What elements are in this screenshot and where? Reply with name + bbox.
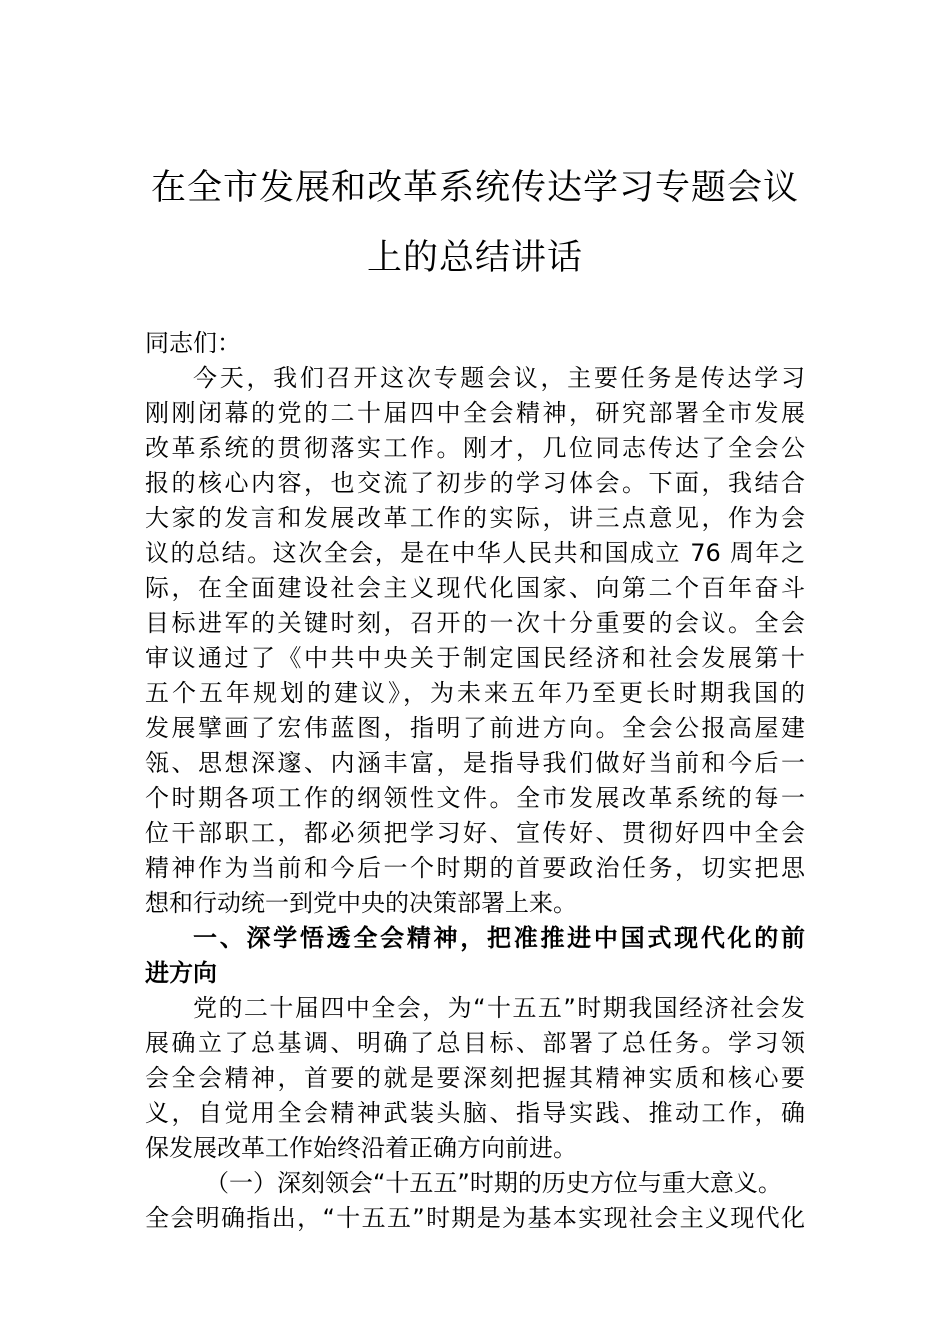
document-body: [145, 326, 805, 1236]
document-title-line-2: 上的总结讲话: [366, 238, 583, 278]
paragraph-line: 想和行动统一到党中央的决策部署上来。: [145, 889, 577, 917]
paragraph-line: 义，自觉用全会精神武装头脑、指导实践、推动工作，确: [145, 1099, 805, 1127]
document-title-line-1: 在全市发展和改革系统传达学习专题会议: [150, 168, 799, 208]
paragraph-line: 瓴、思想深邃、内涵丰富，是指导我们做好当前和今后一: [145, 749, 805, 777]
paragraph-line: 展确立了总基调、明确了总目标、部署了总任务。学习领: [145, 1029, 805, 1057]
paragraph-line: 党的二十届四中全会，为“十五五”时期我国经济社会发: [193, 994, 805, 1022]
paragraph-line: 改革系统的贯彻落实工作。刚才，几位同志传达了全会公: [145, 434, 805, 462]
paragraph-line: 位干部职工，都必须把学习好、宣传好、贯彻好四中全会: [145, 819, 805, 847]
paragraph-line: 大家的发言和发展改革工作的实际，讲三点意见，作为会: [145, 504, 805, 532]
paragraph-line: 目标进军的关键时刻，召开的一次十分重要的会议。全会: [145, 609, 805, 637]
paragraph-line: 五个五年规划的建议》，为未来五年乃至更长时期我国的: [145, 679, 805, 707]
paragraph-line: 刚刚闭幕的党的二十届四中全会精神，研究部署全市发展: [145, 399, 805, 427]
paragraph-line: 际，在全面建设社会主义现代化国家、向第二个百年奋斗: [145, 574, 805, 602]
paragraph-line: 会全会精神，首要的就是要深刻把握其精神实质和核心要: [145, 1064, 805, 1092]
paragraph-line: 个时期各项工作的纲领性文件。全市发展改革系统的每一: [145, 784, 805, 812]
section-heading-1: 一、深学悟透全会精神，把准推进中国式现代化的前: [193, 924, 805, 952]
paragraph-line: 报的核心内容，也交流了初步的学习体会。下面，我结合: [145, 469, 805, 497]
paragraph-line: 审议通过了《中共中央关于制定国民经济和社会发展第十: [145, 644, 805, 672]
paragraph-line: 议的总结。这次全会，是在中华人民共和国成立 76 周年之: [145, 539, 805, 567]
subsection-heading-1: （一）深刻领会“十五五”时期的历史方位与重大意义。: [205, 1169, 782, 1197]
section-heading-1-cont: 进方向: [145, 959, 217, 987]
paragraph-line: 全会明确指出，“十五五”时期是为基本实现社会主义现代化: [145, 1204, 805, 1232]
paragraph-line: 保发展改革工作始终沿着正确方向前进。: [145, 1134, 577, 1162]
salutation: 同志们：: [145, 329, 241, 357]
paragraph-line: 精神作为当前和今后一个时期的首要政治任务，切实把思: [145, 854, 805, 882]
paragraph-line: 今天，我们召开这次专题会议，主要任务是传达学习: [193, 364, 805, 392]
paragraph-line: 发展擘画了宏伟蓝图，指明了前进方向。全会公报高屋建: [145, 714, 805, 742]
